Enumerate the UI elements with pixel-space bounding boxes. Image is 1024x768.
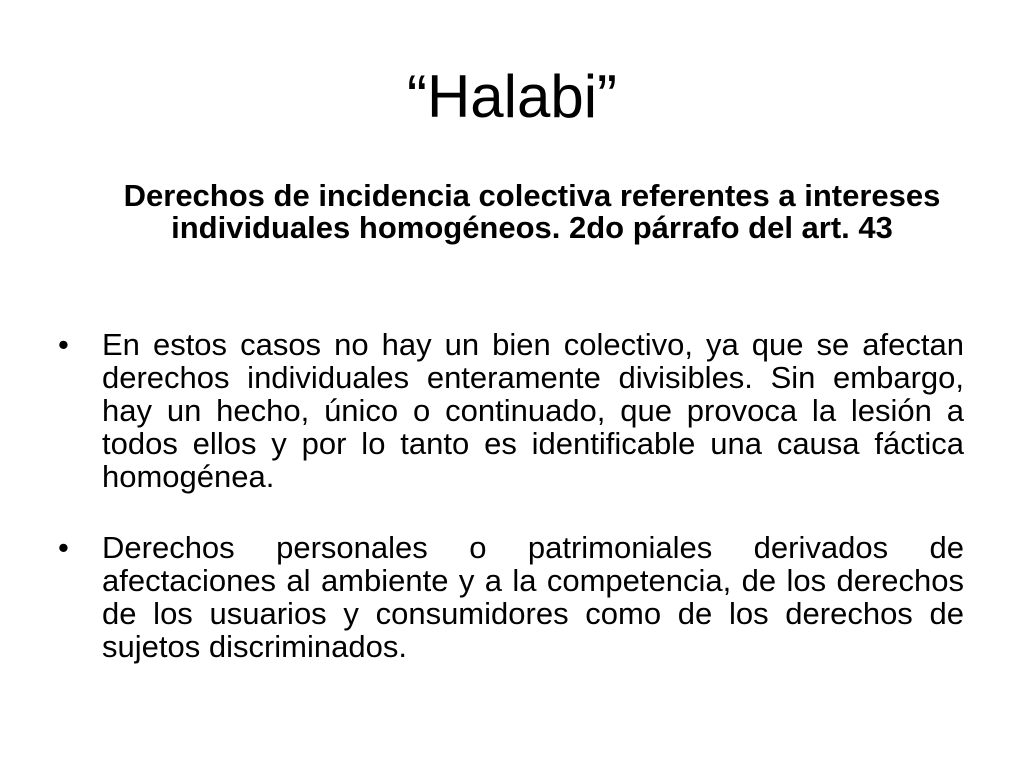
slide-subtitle: Derechos de incidencia colectiva referentes a intereses individuales homogéneos. 2do párrafo del art. 43 (123, 178, 941, 245)
bullet-item (58, 531, 964, 663)
bullet-icon: • (58, 530, 69, 565)
slide-title: “Halabi” (406, 63, 618, 130)
bullet-icon: • (58, 327, 69, 362)
bullet-text: En estos casos no hay un bien colectivo, ya que se afectan derechos individuales enteramente divisibles. Sin embargo, hay un hecho, único o continuado, que provoca la lesión a todos ellos y por lo tanto es identificable una causa fáctica homogénea. (102, 327, 964, 494)
bullet-list (58, 328, 964, 701)
bullet-text: Derechos personales o patrimoniales derivados de afectaciones al ambiente y a la competencia, de los derechos de los usuarios y consumidores como de los derechos de sujetos discriminados. (102, 530, 964, 664)
bullet-item (58, 328, 964, 493)
